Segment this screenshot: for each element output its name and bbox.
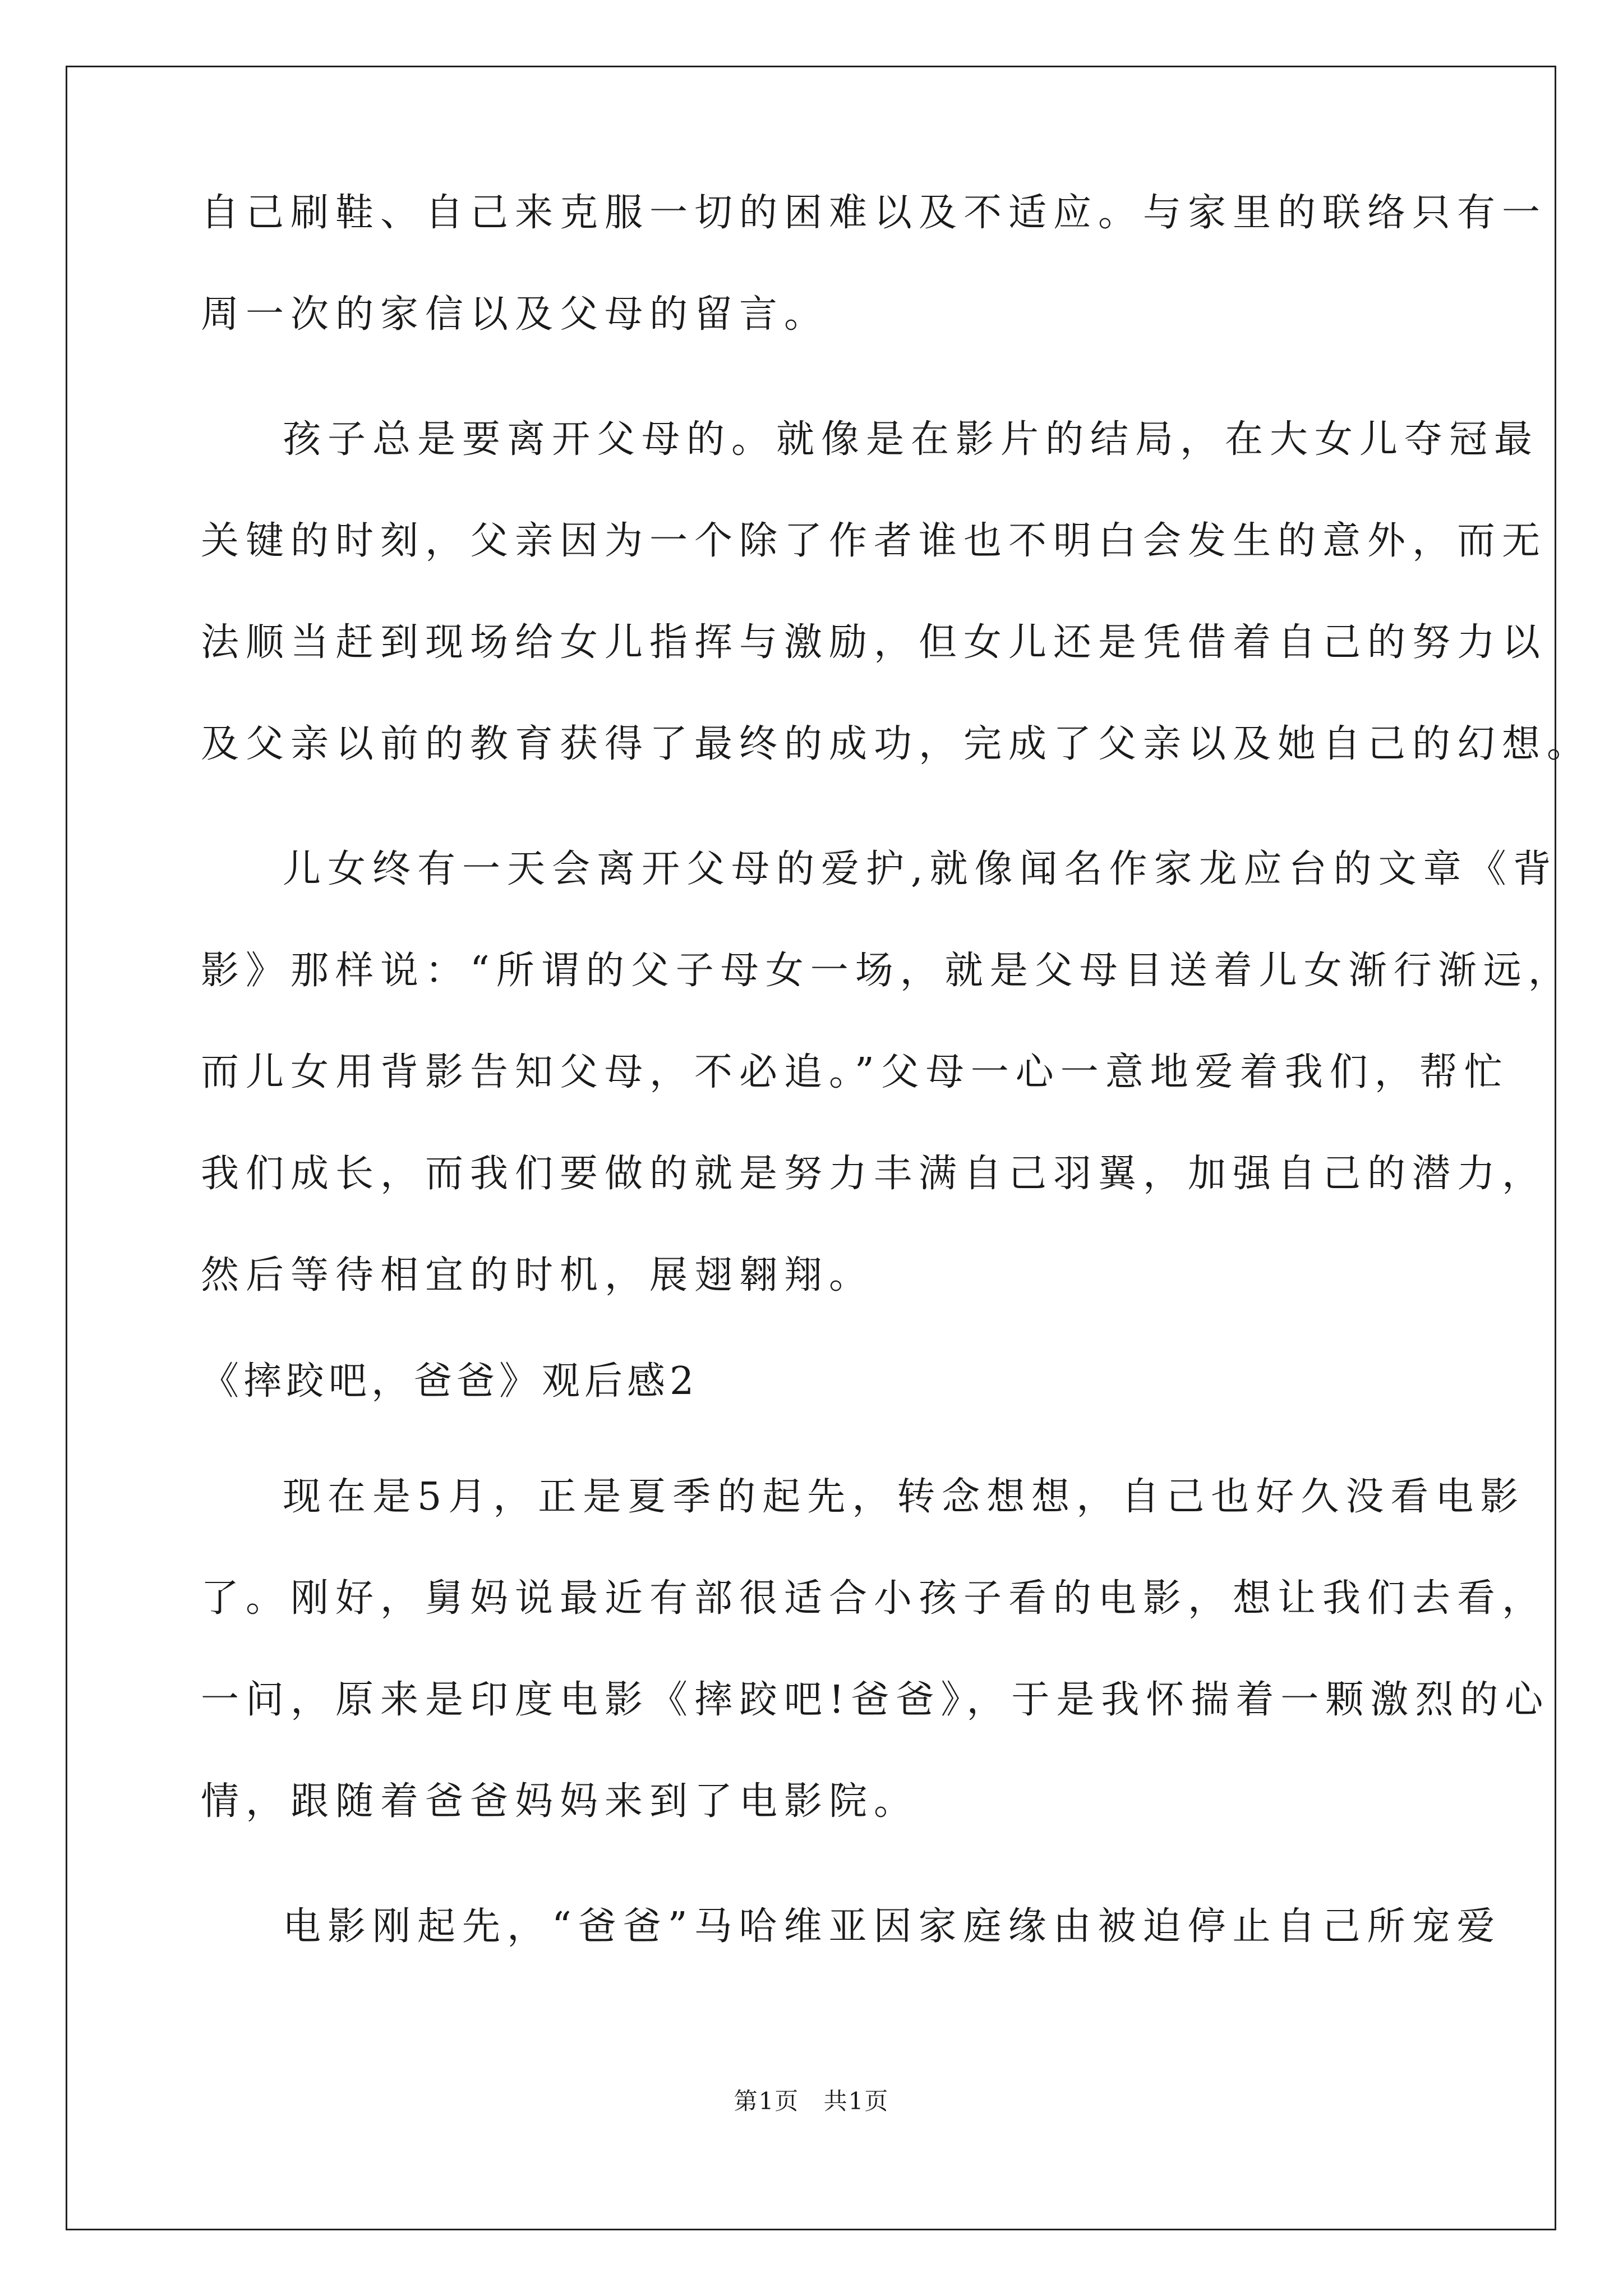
text-line: 及父亲以前的教育获得了最终的成功，完成了父亲以及她自己的幻想。	[201, 722, 1592, 766]
page-number: 第1页	[734, 2087, 800, 2115]
text-line: 一问，原来是印度电影《摔跤吧!爸爸》，于是我怀揣着一颗激烈的心	[201, 1678, 1550, 1722]
text-line: 了。刚好，舅妈说最近有部很适合小孩子看的电影，想让我们去看，	[201, 1576, 1547, 1621]
text-line: 周一次的家信以及父母的留言。	[201, 292, 829, 337]
page-footer	[0, 2083, 1623, 2116]
text-line: 而儿女用背影告知父母，不必追。”父母一心一意地爱着我们，帮忙	[201, 1050, 1509, 1094]
section-heading: 《摔跤吧，爸爸》观后感2	[201, 1359, 699, 1404]
text-line: 自己刷鞋、自己来克服一切的困难以及不适应。与家里的联络只有一	[201, 191, 1547, 235]
text-line: 我们成长，而我们要做的就是努力丰满自己羽翼，加强自己的潜力，	[201, 1152, 1547, 1196]
text-line: 然后等待相宜的时机，展翅翱翔。	[201, 1253, 874, 1297]
paragraph-start-line: 现在是5月，正是夏季的起先，转念想想，自己也好久没看电影	[283, 1475, 1525, 1519]
text-line: 关键的时刻，父亲因为一个除了作者谁也不明白会发生的意外，而无	[201, 519, 1547, 563]
paragraph-start-line: 儿女终有一天会离开父母的爱护,就像闻名作家龙应台的文章《背	[283, 847, 1558, 891]
text-line: 法顺当赶到现场给女儿指挥与激励，但女儿还是凭借着自己的努力以	[201, 620, 1547, 665]
paragraph-start-line: 电影刚起先，“爸爸”马哈维亚因家庭缘由被迫停止自己所宠爱	[283, 1904, 1502, 1949]
text-line: 影》那样说：“所谓的父子母女一场，就是父母目送着儿女渐行渐远，	[201, 949, 1573, 993]
paragraph-start-line: 孩子总是要离开父母的。就像是在影片的结局，在大女儿夺冠最	[283, 417, 1539, 462]
total-pages: 共1页	[823, 2087, 889, 2115]
text-line: 情，跟随着爸爸妈妈来到了电影院。	[201, 1779, 919, 1824]
